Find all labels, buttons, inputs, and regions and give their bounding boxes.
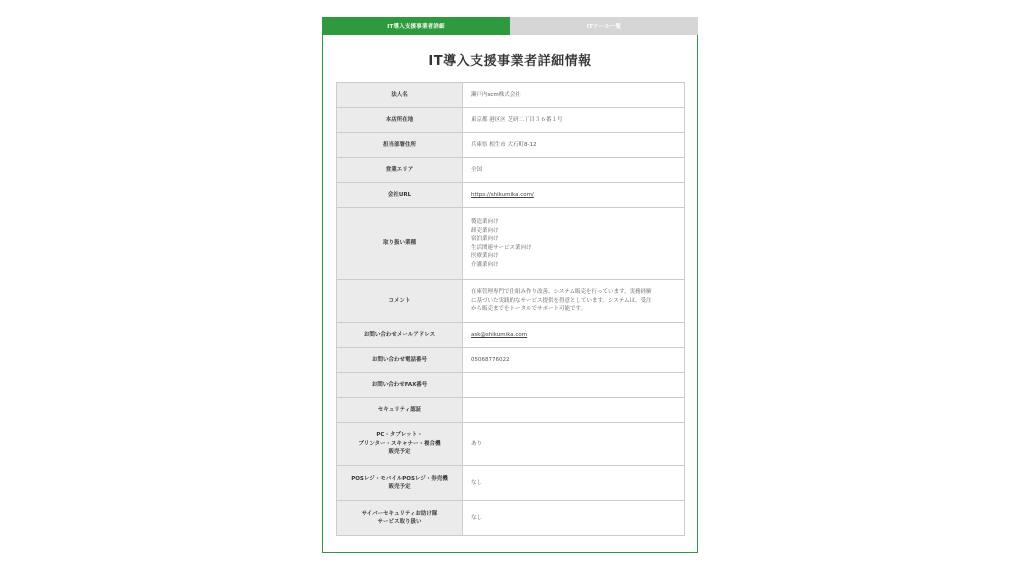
row-label-line: POSレジ・モバイルPOSレジ・券売機	[351, 475, 448, 482]
page-title: IT導入支援事業者詳細情報	[428, 54, 592, 69]
sales-area-value: 全国	[463, 158, 685, 183]
row-label: 取り扱い業種	[337, 208, 463, 280]
phone-value: 05068776022	[463, 348, 685, 373]
row-label: セキュリティ認証	[337, 398, 463, 423]
list-item: 宿泊業向け	[471, 236, 499, 242]
table-row	[337, 108, 685, 133]
row-label-line: サービス取り扱い	[377, 519, 422, 525]
email-link[interactable]: ask@shikumika.com	[471, 331, 528, 338]
table-row	[337, 373, 685, 398]
table-row	[337, 466, 685, 501]
row-label-line: プリンター・スキャナー・複合機	[358, 440, 441, 447]
tab-vendor-details[interactable]: IT導入支援事業者詳細	[322, 17, 510, 35]
row-label: 法人名	[337, 83, 463, 108]
row-label-line: PC・タブレット・	[376, 432, 423, 439]
tab-bar	[322, 17, 698, 35]
table-row	[337, 83, 685, 108]
detail-table	[336, 82, 685, 536]
pc-devices-value: あり	[463, 423, 685, 466]
table-row	[337, 323, 685, 348]
row-label: お問い合わせFAX番号	[337, 373, 463, 398]
table-row	[337, 158, 685, 183]
email-cell	[463, 323, 685, 348]
comment-line: に基づいた実践的なサービス提供を得意としています。システムは、受注	[471, 297, 652, 304]
hq-address-value: 東京都 港区区 芝研二丁目３６番１号	[463, 108, 685, 133]
pos-value: なし	[463, 466, 685, 501]
detail-card	[322, 35, 698, 553]
row-label: コメント	[337, 280, 463, 323]
row-label	[337, 423, 463, 466]
corp-name-value: 瀬戸内scm株式会社	[463, 83, 685, 108]
row-label	[337, 466, 463, 501]
table-row	[337, 398, 685, 423]
security-value	[463, 398, 685, 423]
cyber-value: なし	[463, 501, 685, 536]
comment-line: 在庫管理専門で仕組み作り改善、システム販売を行っています。実務経験	[471, 289, 652, 296]
company-url-cell	[463, 183, 685, 208]
branch-address-value: 兵庫県 相生市 大石町8-12	[463, 133, 685, 158]
row-label	[337, 501, 463, 536]
company-url-link[interactable]: https://shikumika.com/	[471, 191, 534, 198]
industries-value	[463, 208, 685, 280]
row-label: 担当部署住所	[337, 133, 463, 158]
detail-panel	[322, 17, 698, 553]
list-item: 製造業向け	[471, 219, 499, 225]
table-row	[337, 423, 685, 466]
list-item: 介護業向け	[471, 261, 499, 268]
comment-value	[463, 280, 685, 323]
tab-it-tools-list[interactable]: ITツール一覧	[510, 17, 698, 35]
list-item: 生活関連サービス業向け	[471, 244, 532, 251]
list-item: 卸売業向け	[471, 227, 499, 234]
row-label: お問い合わせ電話番号	[337, 348, 463, 373]
table-row	[337, 280, 685, 323]
row-label: 本店所在地	[337, 108, 463, 133]
row-label-line: サイバーセキュリティお助け隊	[361, 510, 438, 517]
list-item: 医療業向け	[471, 253, 499, 259]
row-label: 会社URL	[337, 183, 463, 208]
row-label-line: 販売予定	[388, 449, 411, 456]
table-row	[337, 208, 685, 280]
table-row	[337, 348, 685, 373]
row-label-line: 販売予定	[388, 484, 411, 490]
table-row	[337, 501, 685, 536]
row-label: お問い合わせメールアドレス	[337, 323, 463, 348]
row-label: 営業エリア	[337, 158, 463, 183]
table-row	[337, 133, 685, 158]
fax-value	[463, 373, 685, 398]
comment-line: から販売までをトータルでサポート可能です。	[471, 306, 587, 313]
table-row	[337, 183, 685, 208]
